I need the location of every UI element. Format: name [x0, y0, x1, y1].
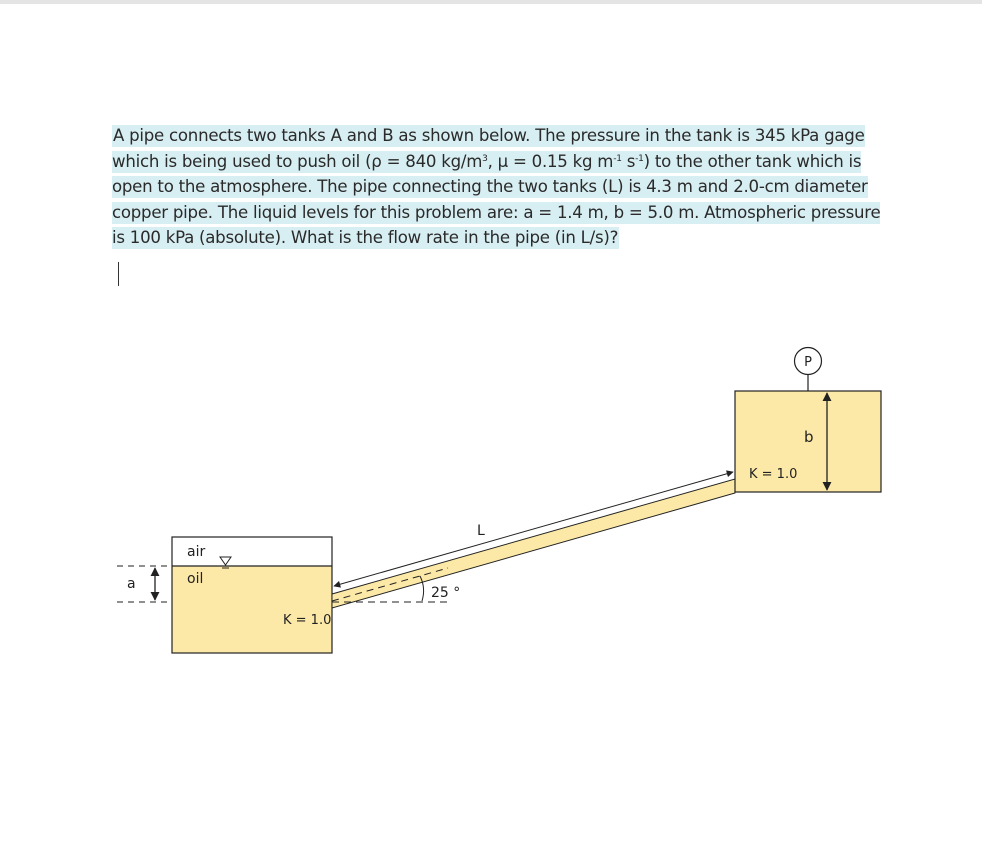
tank-a-air-label: air: [187, 544, 206, 560]
tank-a-entrance-k-label: K = 1.0: [283, 613, 332, 628]
superscript-cubed: 3: [482, 153, 488, 164]
problem-text-part-4: ) to the other tank which is open to the atmosphere. The pipe connecting the two tanks (L) is 4.3 m and 2.0-cm diameter copper pipe. The liquid levels for this problem are: a = 1.4 m, b = 5.0 m. Atmospheric pressure is 100 kPa (absolute). What is the flow rate in the pipe (in L/s)?: [112, 151, 881, 247]
tank-b-exit-k-label: K = 1.0: [749, 467, 798, 482]
superscript-minus-one-s: -1: [635, 153, 644, 164]
pipe-length-arrow: [334, 472, 733, 586]
pressure-gauge-label: P: [804, 355, 812, 370]
problem-text-part-1: A pipe connects two tanks A and B as shown below. The pressure in the tank is 345 kPa gage which is being used to push oil (ρ = 840 kg/m: [112, 126, 865, 171]
problem-text-part-3: s: [621, 151, 636, 171]
dim-b-label: b: [804, 428, 814, 446]
pipe-length-label: L: [477, 523, 485, 539]
tank-a-oil-label: oil: [187, 571, 204, 587]
problem-text-part-2: , μ = 0.15 kg m: [487, 151, 614, 171]
dim-a-label: a: [127, 576, 136, 592]
inclined-pipe: [332, 479, 735, 608]
superscript-minus-one-m: -1: [613, 153, 622, 164]
angle-label: 25 °: [431, 585, 461, 601]
